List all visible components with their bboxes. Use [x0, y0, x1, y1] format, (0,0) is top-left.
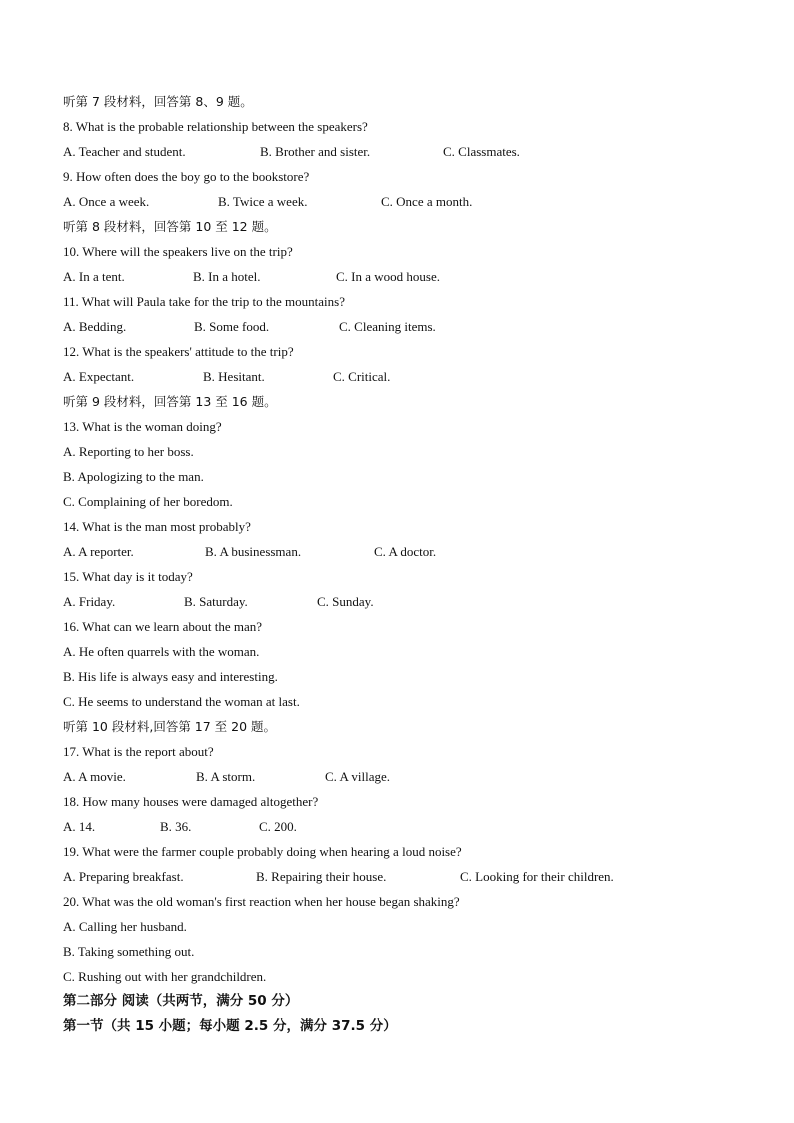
option-b: B. A storm. — [196, 769, 256, 784]
question-16-option-c: C. He seems to understand the woman at last. — [63, 694, 300, 709]
question-20-option-a: A. Calling her husband. — [63, 919, 187, 934]
question-13-option-c: C. Complaining of her boredom. — [63, 494, 233, 509]
option-b: B. Hesitant. — [203, 369, 265, 384]
question-13-stem: 13. What is the woman doing? — [63, 419, 222, 434]
question-20-stem: 20. What was the old woman's first reaction when her house began shaking? — [63, 894, 460, 909]
option-a: A. Teacher and student. — [63, 144, 186, 159]
question-11-options — [63, 314, 743, 339]
option-c: C. Cleaning items. — [339, 319, 436, 334]
option-a: A. Once a week. — [63, 194, 150, 209]
option-b: B. Repairing their house. — [256, 869, 387, 884]
option-b: B. Brother and sister. — [260, 144, 371, 159]
question-18-options — [63, 814, 743, 839]
question-10-stem: 10. Where will the speakers live on the trip? — [63, 244, 293, 259]
question-19-stem: 19. What were the farmer couple probably doing when hearing a loud noise? — [63, 844, 462, 859]
question-11-stem: 11. What will Paula take for the trip to the mountains? — [63, 294, 345, 309]
section-7-instruction: 听第 7 段材料，回答第 8、9 题。 — [63, 94, 253, 109]
option-a: A. Preparing breakfast. — [63, 869, 184, 884]
option-a: A. Friday. — [63, 594, 116, 609]
question-12-stem: 12. What is the speakers' attitude to the trip? — [63, 344, 294, 359]
option-b: B. Twice a week. — [218, 194, 308, 209]
question-16-option-a: A. He often quarrels with the woman. — [63, 644, 260, 659]
option-a: A. 14. — [63, 819, 96, 834]
option-c: C. Classmates. — [443, 144, 520, 159]
section-1-heading: 第一节（共 15 小题；每小题 2.5 分，满分 37.5 分） — [63, 1018, 397, 1034]
option-c: C. 200. — [259, 819, 297, 834]
option-a: A. A movie. — [63, 769, 126, 784]
option-b: B. A businessman. — [205, 544, 302, 559]
option-b: B. Saturday. — [184, 594, 248, 609]
question-10-options — [63, 264, 743, 289]
section-9-instruction: 听第 9 段材料，回答第 13 至 16 题。 — [63, 394, 277, 409]
option-c: C. A doctor. — [374, 544, 437, 559]
option-a: A. A reporter. — [63, 544, 134, 559]
option-c: C. A village. — [325, 769, 390, 784]
question-13-option-a: A. Reporting to her boss. — [63, 444, 194, 459]
option-a: A. Bedding. — [63, 319, 127, 334]
option-c: C. Once a month. — [381, 194, 473, 209]
section-8-instruction: 听第 8 段材料，回答第 10 至 12 题。 — [63, 219, 277, 234]
question-18-stem: 18. How many houses were damaged altogether? — [63, 794, 319, 809]
option-b: B. Some food. — [194, 319, 270, 334]
option-c: C. Looking for their children. — [460, 869, 614, 884]
question-8-stem: 8. What is the probable relationship between the speakers? — [63, 119, 368, 134]
question-19-options — [63, 864, 743, 889]
question-9-options — [63, 189, 743, 214]
option-b: B. In a hotel. — [193, 269, 261, 284]
question-15-stem: 15. What day is it today? — [63, 569, 193, 584]
question-14-options — [63, 539, 743, 564]
question-20-option-c: C. Rushing out with her grandchildren. — [63, 969, 267, 984]
question-9-stem: 9. How often does the boy go to the bookstore? — [63, 169, 310, 184]
option-c: C. Sunday. — [317, 594, 374, 609]
question-12-options — [63, 364, 743, 389]
exam-page — [63, 89, 743, 1039]
question-20-option-b: B. Taking something out. — [63, 944, 195, 959]
question-13-option-b: B. Apologizing to the man. — [63, 469, 204, 484]
option-a: A. Expectant. — [63, 369, 135, 384]
section-10-instruction: 听第 10 段材料,回答第 17 至 20 题。 — [63, 719, 277, 734]
question-16-option-b: B. His life is always easy and interesting. — [63, 669, 278, 684]
option-b: B. 36. — [160, 819, 192, 834]
question-15-options — [63, 589, 743, 614]
option-a: A. In a tent. — [63, 269, 125, 284]
part-2-heading: 第二部分 阅读（共两节，满分 50 分） — [63, 993, 299, 1009]
option-c: C. In a wood house. — [336, 269, 440, 284]
question-17-stem: 17. What is the report about? — [63, 744, 214, 759]
question-16-stem: 16. What can we learn about the man? — [63, 619, 263, 634]
option-c: C. Critical. — [333, 369, 391, 384]
question-8-options — [63, 139, 743, 164]
question-17-options — [63, 764, 743, 789]
question-14-stem: 14. What is the man most probably? — [63, 519, 251, 534]
